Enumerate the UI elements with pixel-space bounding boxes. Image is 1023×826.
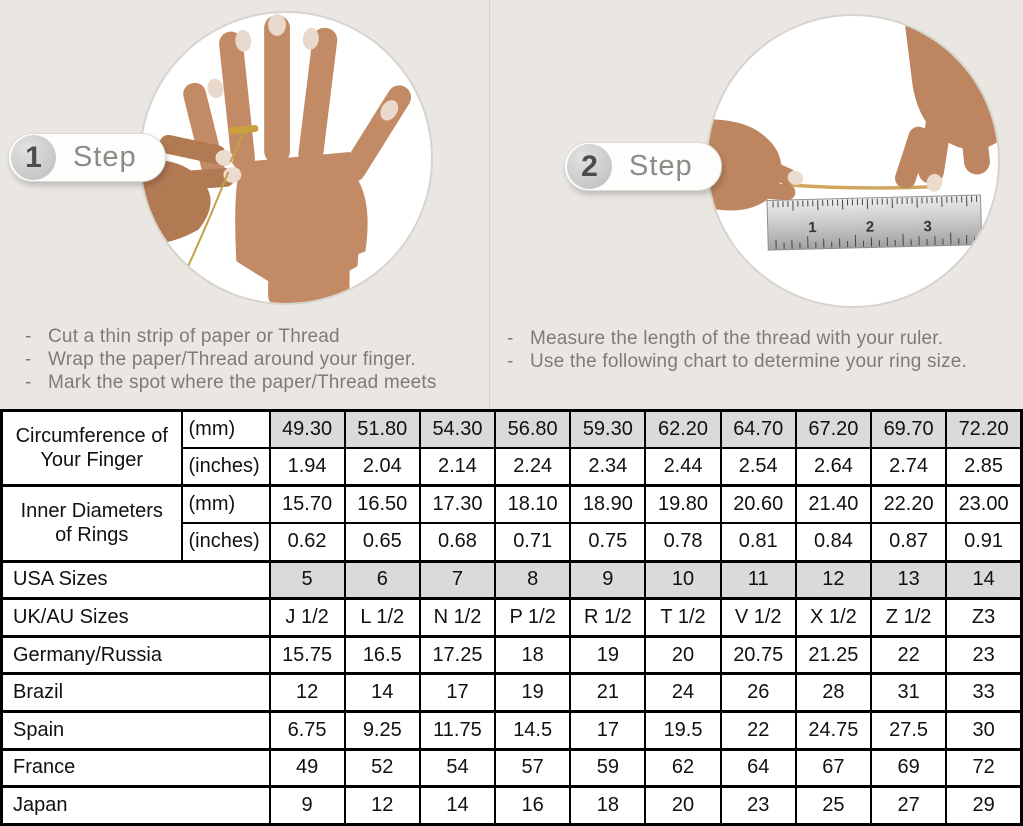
size-value-cell: 64.70: [721, 411, 796, 449]
size-value-cell: 23: [946, 636, 1021, 674]
table-row: [2, 749, 1022, 787]
size-value-cell: 0.84: [796, 523, 871, 561]
instructions-section: [0, 0, 1023, 409]
size-value-cell: 52: [345, 749, 420, 787]
size-value-cell: 20.75: [721, 636, 796, 674]
size-value-cell: 15.75: [270, 636, 345, 674]
size-value-cell: 1.94: [270, 448, 345, 486]
step1-label: Step: [73, 141, 137, 173]
size-value-cell: 21: [570, 674, 645, 712]
step2-photo: [706, 14, 1000, 308]
size-value-cell: 19: [570, 636, 645, 674]
size-value-cell: 26: [721, 674, 796, 712]
size-value-cell: 22: [871, 636, 946, 674]
size-value-cell: R 1/2: [570, 599, 645, 637]
size-value-cell: 23.00: [946, 486, 1021, 524]
row-header: Inner Diameters of Rings: [2, 486, 182, 561]
size-value-cell: 22.20: [871, 486, 946, 524]
size-value-cell: 25: [796, 787, 871, 825]
unit-cell: (inches): [182, 448, 270, 486]
size-value-cell: 0.65: [345, 523, 420, 561]
row-header: Spain: [2, 712, 270, 750]
size-value-cell: 67: [796, 749, 871, 787]
size-value-cell: 2.04: [345, 448, 420, 486]
table-row: [2, 636, 1022, 674]
instruction-text: Mark the spot where the paper/Thread meets: [48, 372, 437, 393]
row-header: Circumference of Your Finger: [2, 411, 182, 486]
size-value-cell: 64: [721, 749, 796, 787]
size-value-cell: 62: [645, 749, 720, 787]
size-value-cell: 56.80: [495, 411, 570, 449]
size-value-cell: 21.40: [796, 486, 871, 524]
instruction-line: [507, 350, 967, 373]
size-value-cell: 9: [570, 561, 645, 599]
ruler-number-1: 1: [808, 220, 817, 237]
instruction-line: [25, 348, 437, 371]
size-value-cell: 49: [270, 749, 345, 787]
size-value-cell: 27: [871, 787, 946, 825]
instruction-line: [507, 327, 967, 350]
size-value-cell: 2.64: [796, 448, 871, 486]
size-value-cell: 54: [420, 749, 495, 787]
table-row: [2, 712, 1022, 750]
ruler-number-2: 2: [865, 219, 875, 236]
size-value-cell: 21.25: [796, 636, 871, 674]
row-header: Germany/Russia: [2, 636, 270, 674]
size-value-cell: V 1/2: [721, 599, 796, 637]
size-value-cell: 23: [721, 787, 796, 825]
size-value-cell: 2.54: [721, 448, 796, 486]
instruction-text: Cut a thin strip of paper or Thread: [48, 326, 340, 347]
unit-cell: (mm): [182, 486, 270, 524]
ruler: [767, 195, 982, 250]
hand-with-thread-illustration: [141, 13, 431, 303]
size-value-cell: 16.50: [345, 486, 420, 524]
measuring-thread-with-ruler-illustration: [708, 16, 998, 306]
size-value-cell: 2.74: [871, 448, 946, 486]
size-value-cell: 12: [270, 674, 345, 712]
size-value-cell: 0.91: [946, 523, 1021, 561]
size-value-cell: 28: [796, 674, 871, 712]
size-value-cell: 7: [420, 561, 495, 599]
size-value-cell: 27.5: [871, 712, 946, 750]
size-value-cell: 11.75: [420, 712, 495, 750]
size-value-cell: 15.70: [270, 486, 345, 524]
size-value-cell: 9.25: [345, 712, 420, 750]
size-value-cell: 59.30: [570, 411, 645, 449]
size-value-cell: 0.87: [871, 523, 946, 561]
size-value-cell: 49.30: [270, 411, 345, 449]
table-row: [2, 561, 1022, 599]
size-value-cell: 14: [946, 561, 1021, 599]
bullet-dash: -: [25, 372, 32, 393]
size-value-cell: 0.81: [721, 523, 796, 561]
size-value-cell: 16: [495, 787, 570, 825]
size-value-cell: 24: [645, 674, 720, 712]
size-value-cell: J 1/2: [270, 599, 345, 637]
size-value-cell: 18: [570, 787, 645, 825]
ring-size-table: [0, 409, 1023, 826]
size-value-cell: 17.30: [420, 486, 495, 524]
size-value-cell: 19.80: [645, 486, 720, 524]
size-value-cell: 69: [871, 749, 946, 787]
size-value-cell: 72: [946, 749, 1021, 787]
table-row: [2, 411, 1022, 449]
size-value-cell: L 1/2: [345, 599, 420, 637]
size-value-cell: 6.75: [270, 712, 345, 750]
bullet-dash: -: [507, 328, 514, 349]
size-value-cell: 29: [946, 787, 1021, 825]
size-value-cell: T 1/2: [645, 599, 720, 637]
row-header: Brazil: [2, 674, 270, 712]
size-value-cell: 19: [495, 674, 570, 712]
size-value-cell: Z 1/2: [871, 599, 946, 637]
size-value-cell: 20: [645, 636, 720, 674]
size-value-cell: P 1/2: [495, 599, 570, 637]
size-value-cell: 2.24: [495, 448, 570, 486]
size-value-cell: 20.60: [721, 486, 796, 524]
step1-badge: [8, 133, 166, 182]
size-value-cell: 14: [420, 787, 495, 825]
size-value-cell: 18.90: [570, 486, 645, 524]
size-value-cell: 59: [570, 749, 645, 787]
step1-number: 1: [11, 135, 56, 180]
size-value-cell: 2.44: [645, 448, 720, 486]
size-value-cell: 13: [871, 561, 946, 599]
size-value-cell: 10: [645, 561, 720, 599]
size-value-cell: 8: [495, 561, 570, 599]
row-header: France: [2, 749, 270, 787]
size-value-cell: 14: [345, 674, 420, 712]
size-value-cell: 72.20: [946, 411, 1021, 449]
instruction-text: Wrap the paper/Thread around your finger.: [48, 349, 417, 370]
row-header: Japan: [2, 787, 270, 825]
step2-number: 2: [567, 144, 612, 189]
step2-label: Step: [629, 150, 693, 182]
size-value-cell: X 1/2: [796, 599, 871, 637]
size-value-cell: 2.14: [420, 448, 495, 486]
section-divider: [489, 0, 490, 409]
size-value-cell: 18: [495, 636, 570, 674]
size-value-cell: 14.5: [495, 712, 570, 750]
size-value-cell: N 1/2: [420, 599, 495, 637]
unit-cell: (mm): [182, 411, 270, 449]
instruction-line: [25, 371, 437, 394]
size-value-cell: 6: [345, 561, 420, 599]
step1-photo: [139, 11, 433, 305]
size-value-cell: 12: [345, 787, 420, 825]
instruction-text: Measure the length of the thread with your ruler.: [530, 328, 944, 349]
size-value-cell: 9: [270, 787, 345, 825]
instruction-text: Use the following chart to determine your ring size.: [530, 351, 968, 372]
size-value-cell: 2.34: [570, 448, 645, 486]
size-value-cell: 2.85: [946, 448, 1021, 486]
bullet-dash: -: [25, 349, 32, 370]
ruler-number-3: 3: [923, 218, 932, 236]
size-value-cell: 5: [270, 561, 345, 599]
step1-instructions: [25, 325, 437, 394]
size-value-cell: Z3: [946, 599, 1021, 637]
size-value-cell: 22: [721, 712, 796, 750]
size-value-cell: 17: [420, 674, 495, 712]
size-value-cell: 18.10: [495, 486, 570, 524]
size-value-cell: 30: [946, 712, 1021, 750]
size-value-cell: 24.75: [796, 712, 871, 750]
size-value-cell: 20: [645, 787, 720, 825]
table-row: [2, 599, 1022, 637]
size-value-cell: 17.25: [420, 636, 495, 674]
table-row: [2, 486, 1022, 524]
step2-badge: [564, 142, 722, 191]
size-value-cell: 0.68: [420, 523, 495, 561]
size-value-cell: 57: [495, 749, 570, 787]
size-value-cell: 0.71: [495, 523, 570, 561]
table-row: [2, 674, 1022, 712]
row-header: USA Sizes: [2, 561, 270, 599]
size-value-cell: 19.5: [645, 712, 720, 750]
step2-instructions: [507, 327, 967, 373]
instruction-line: [25, 325, 437, 348]
unit-cell: (inches): [182, 523, 270, 561]
size-value-cell: 0.78: [645, 523, 720, 561]
size-value-cell: 12: [796, 561, 871, 599]
table-row: [2, 787, 1022, 825]
size-value-cell: 11: [721, 561, 796, 599]
bullet-dash: -: [25, 326, 32, 347]
size-value-cell: 16.5: [345, 636, 420, 674]
size-value-cell: 31: [871, 674, 946, 712]
size-value-cell: 51.80: [345, 411, 420, 449]
size-value-cell: 62.20: [645, 411, 720, 449]
size-value-cell: 0.75: [570, 523, 645, 561]
size-value-cell: 69.70: [871, 411, 946, 449]
bullet-dash: -: [507, 351, 514, 372]
row-header: UK/AU Sizes: [2, 599, 270, 637]
size-value-cell: 54.30: [420, 411, 495, 449]
size-value-cell: 17: [570, 712, 645, 750]
size-value-cell: 0.62: [270, 523, 345, 561]
size-value-cell: 67.20: [796, 411, 871, 449]
size-value-cell: 33: [946, 674, 1021, 712]
